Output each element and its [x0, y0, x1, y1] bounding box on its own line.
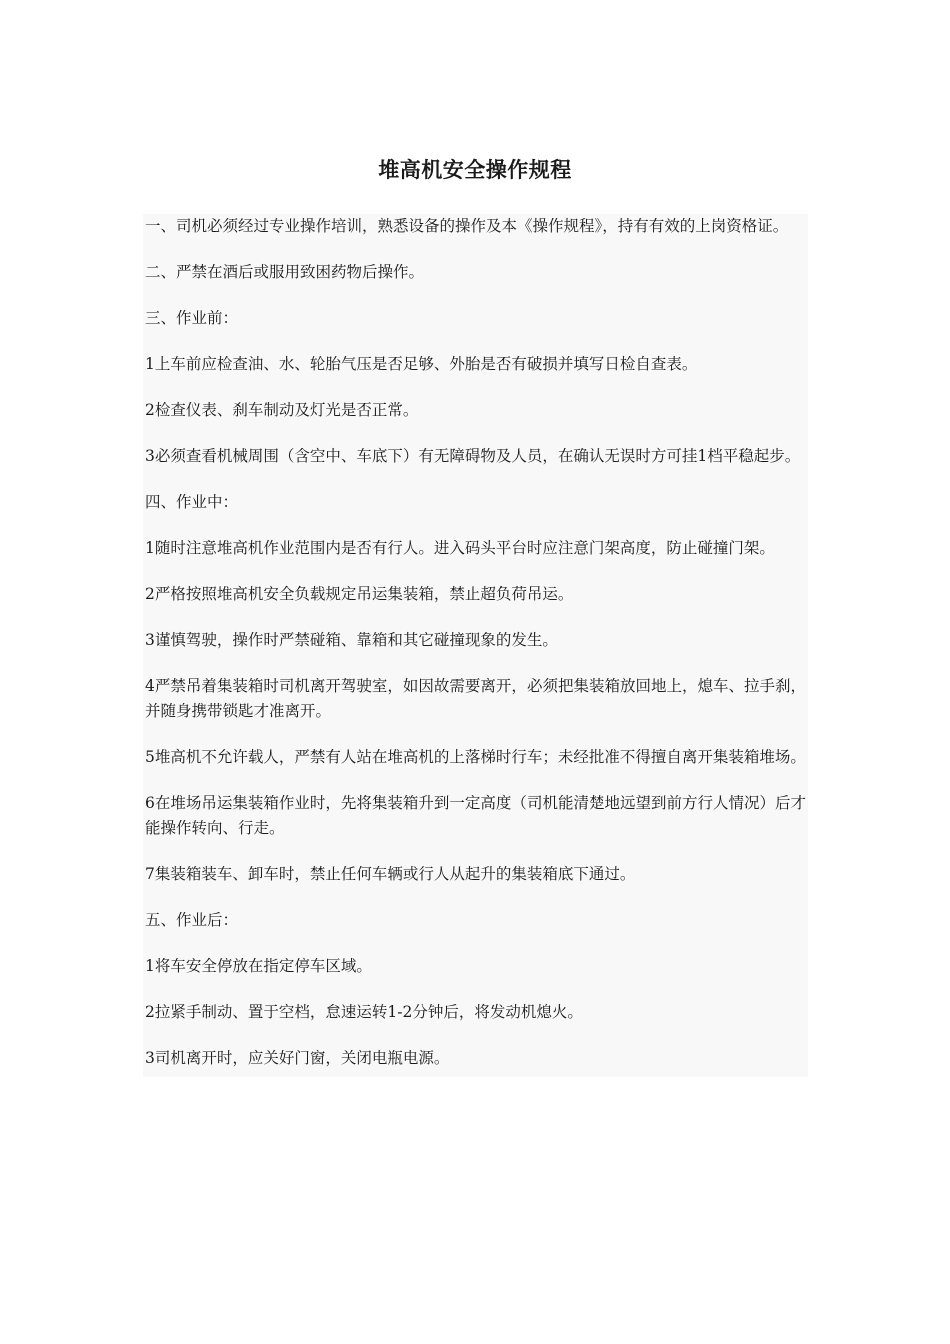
section-4-item-2: 2严格按照堆高机安全负载规定吊运集装箱，禁止超负荷吊运。 [145, 585, 574, 603]
section-4-item-5: 5堆高机不允许载人，严禁有人站在堆高机的上落梯时行车；未经批准不得擅自离开集装箱堆场。 [145, 748, 806, 766]
document-title: 堆高机安全操作规程 [378, 158, 572, 182]
section-4-heading: 四、作业中： [145, 493, 239, 511]
section-4-item-4: 4严禁吊着集装箱时司机离开驾驶室，如因故需要离开，必须把集装箱放回地上，熄车、拉手刹，并随身携带锁匙才准离开。 [145, 677, 806, 720]
section-5-item-1: 1将车安全停放在指定停车区域。 [145, 957, 372, 975]
section-4-item-6: 6在堆场吊运集装箱作业时，先将集装箱升到一定高度（司机能清楚地远望到前方行人情况）后才能操作转向、行走。 [145, 794, 806, 837]
section-3-item-2: 2检查仪表、刹车制动及灯光是否正常。 [145, 401, 419, 419]
section-3-item-1: 1上车前应检查油、水、轮胎气压是否足够、外胎是否有破损并填写日检自查表。 [145, 355, 698, 373]
section-5-item-2: 2拉紧手制动、置于空档，怠速运转1-2分钟后，将发动机熄火。 [145, 1003, 583, 1021]
section-3-heading: 三、作业前： [145, 309, 239, 327]
section-1-qualification: 一、司机必须经过专业操作培训，熟悉设备的操作及本《操作规程》，持有有效的上岗资格证。 [145, 217, 789, 235]
document-body [143, 214, 808, 1077]
section-2-no-alcohol: 二、严禁在酒后或服用致困药物后操作。 [145, 263, 425, 281]
section-4-item-1: 1随时注意堆高机作业范围内是否有行人。进入码头平台时应注意门架高度，防止碰撞门架。 [145, 539, 775, 557]
section-3-item-3: 3必须查看机械周围（含空中、车底下）有无障碍物及人员，在确认无误时方可挂1档平稳起步。 [145, 447, 801, 465]
section-5-item-3: 3司机离开时，应关好门窗，关闭电瓶电源。 [145, 1049, 450, 1067]
section-4-item-3: 3谨慎驾驶，操作时严禁碰箱、靠箱和其它碰撞现象的发生。 [145, 631, 558, 649]
section-5-heading: 五、作业后： [145, 911, 239, 929]
section-4-item-7: 7集装箱装车、卸车时，禁止任何车辆或行人从起升的集装箱底下通过。 [145, 865, 636, 883]
